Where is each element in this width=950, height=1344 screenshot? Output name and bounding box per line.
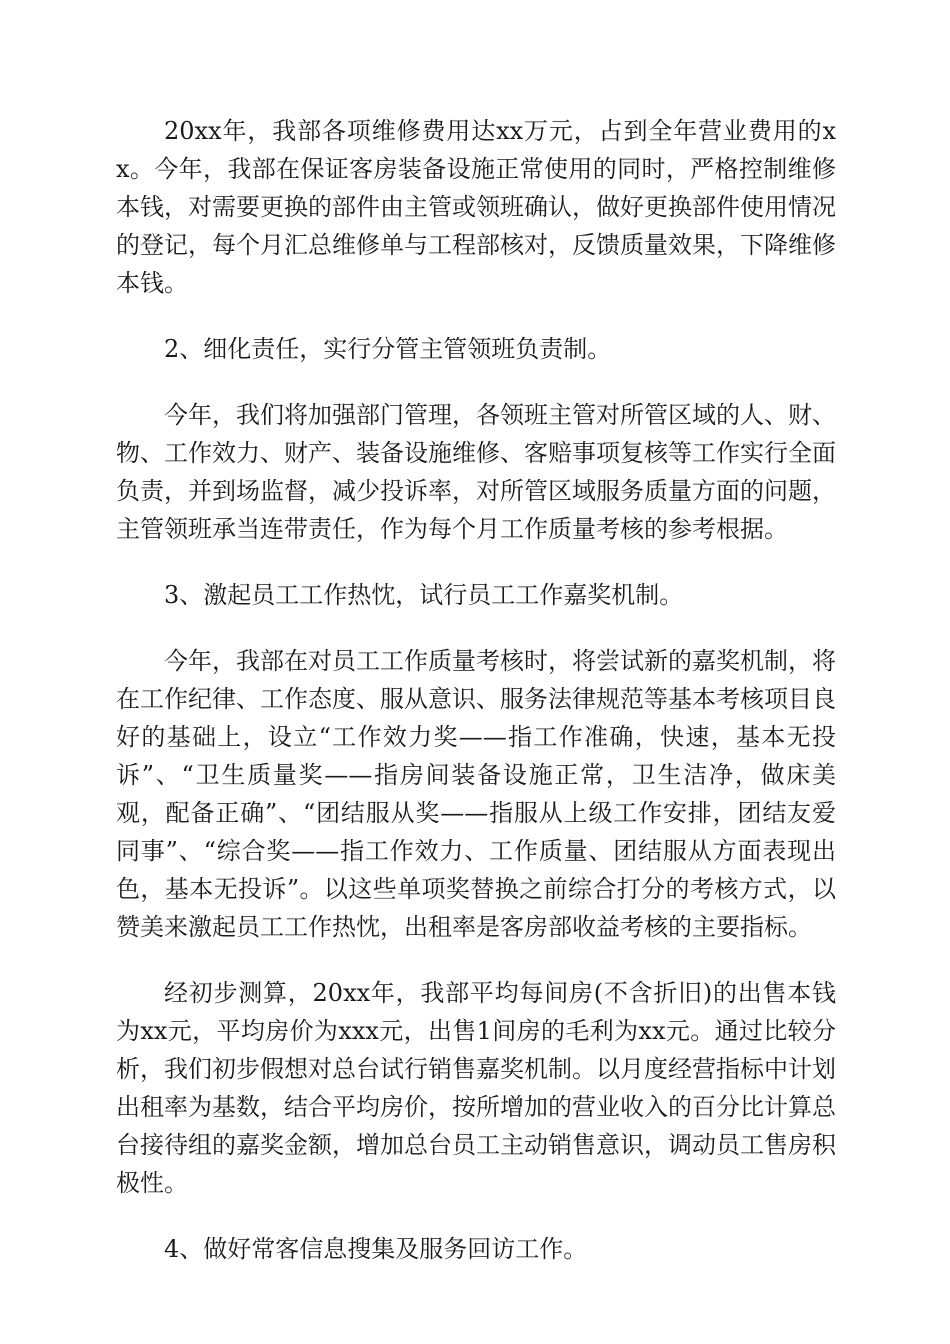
heading-regular-guests: 4、做好常客信息搜集及服务回访工作。 (164, 1235, 588, 1263)
document-body (116, 112, 836, 1296)
heading-employee-incentive: 3、激起员工工作热忱，试行员工工作嘉奖机制。 (164, 581, 684, 609)
paragraph-maintenance-costs: 20xx年，我部各项维修费用达xx万元，占到全年营业费用的xx。今年，我部在保证客房装备设施正常使用的同时，严格控制维修本钱，对需要更换的部件由主管或领班确认，做好更换部件使用情况的登记，每个月汇总维修单与工程部核对，反馈质量效果，下降维修本钱。 (116, 117, 836, 297)
paragraph-sales-incentive: 经初步测算，20xx年，我部平均每间房(不含折旧)的出售本钱为xx元，平均房价为xxx元，出售1间房的毛利为xx元。通过比较分析，我们初步假想对总台试行销售嘉奖机制。以月度经营指标中计划出租率为基数，结合平均房价，按所增加的营业收入的百分比计算总台接待组的嘉奖金额，增加总台员工主动销售意识，调动员工售房积极性。 (116, 979, 836, 1197)
paragraph-department-management: 今年，我们将加强部门管理，各领班主管对所管区域的人、财、物、工作效力、财产、装备设施维修、客赔事项复核等工作实行全面负责，并到场监督，减少投诉率，对所管区域服务质量方面的问题，主管领班承当连带责任，作为每个月工作质量考核的参考根据。 (116, 401, 836, 543)
paragraph-reward-mechanism: 今年，我部在对员工工作质量考核时，将尝试新的嘉奖机制，将在工作纪律、工作态度、服从意识、服务法律规范等基本考核项目良好的基础上，设立“工作效力奖——指工作准确，快速，基本无投诉”、“卫生质量奖——指房间装备设施正常，卫生洁净，做床美观，配备正确”、“团结服从奖——指服从上级工作安排，团结友爱同事”、“综合奖——指工作效力、工作质量、团结服从方面表现出色，基本无投诉”。以这些单项奖替换之前综合打分的考核方式，以赞美来激起员工工作热忱，出租率是客房部收益考核的主要指标。 (116, 647, 836, 941)
heading-responsibility: 2、细化责任，实行分管主管领班负责制。 (164, 335, 612, 363)
